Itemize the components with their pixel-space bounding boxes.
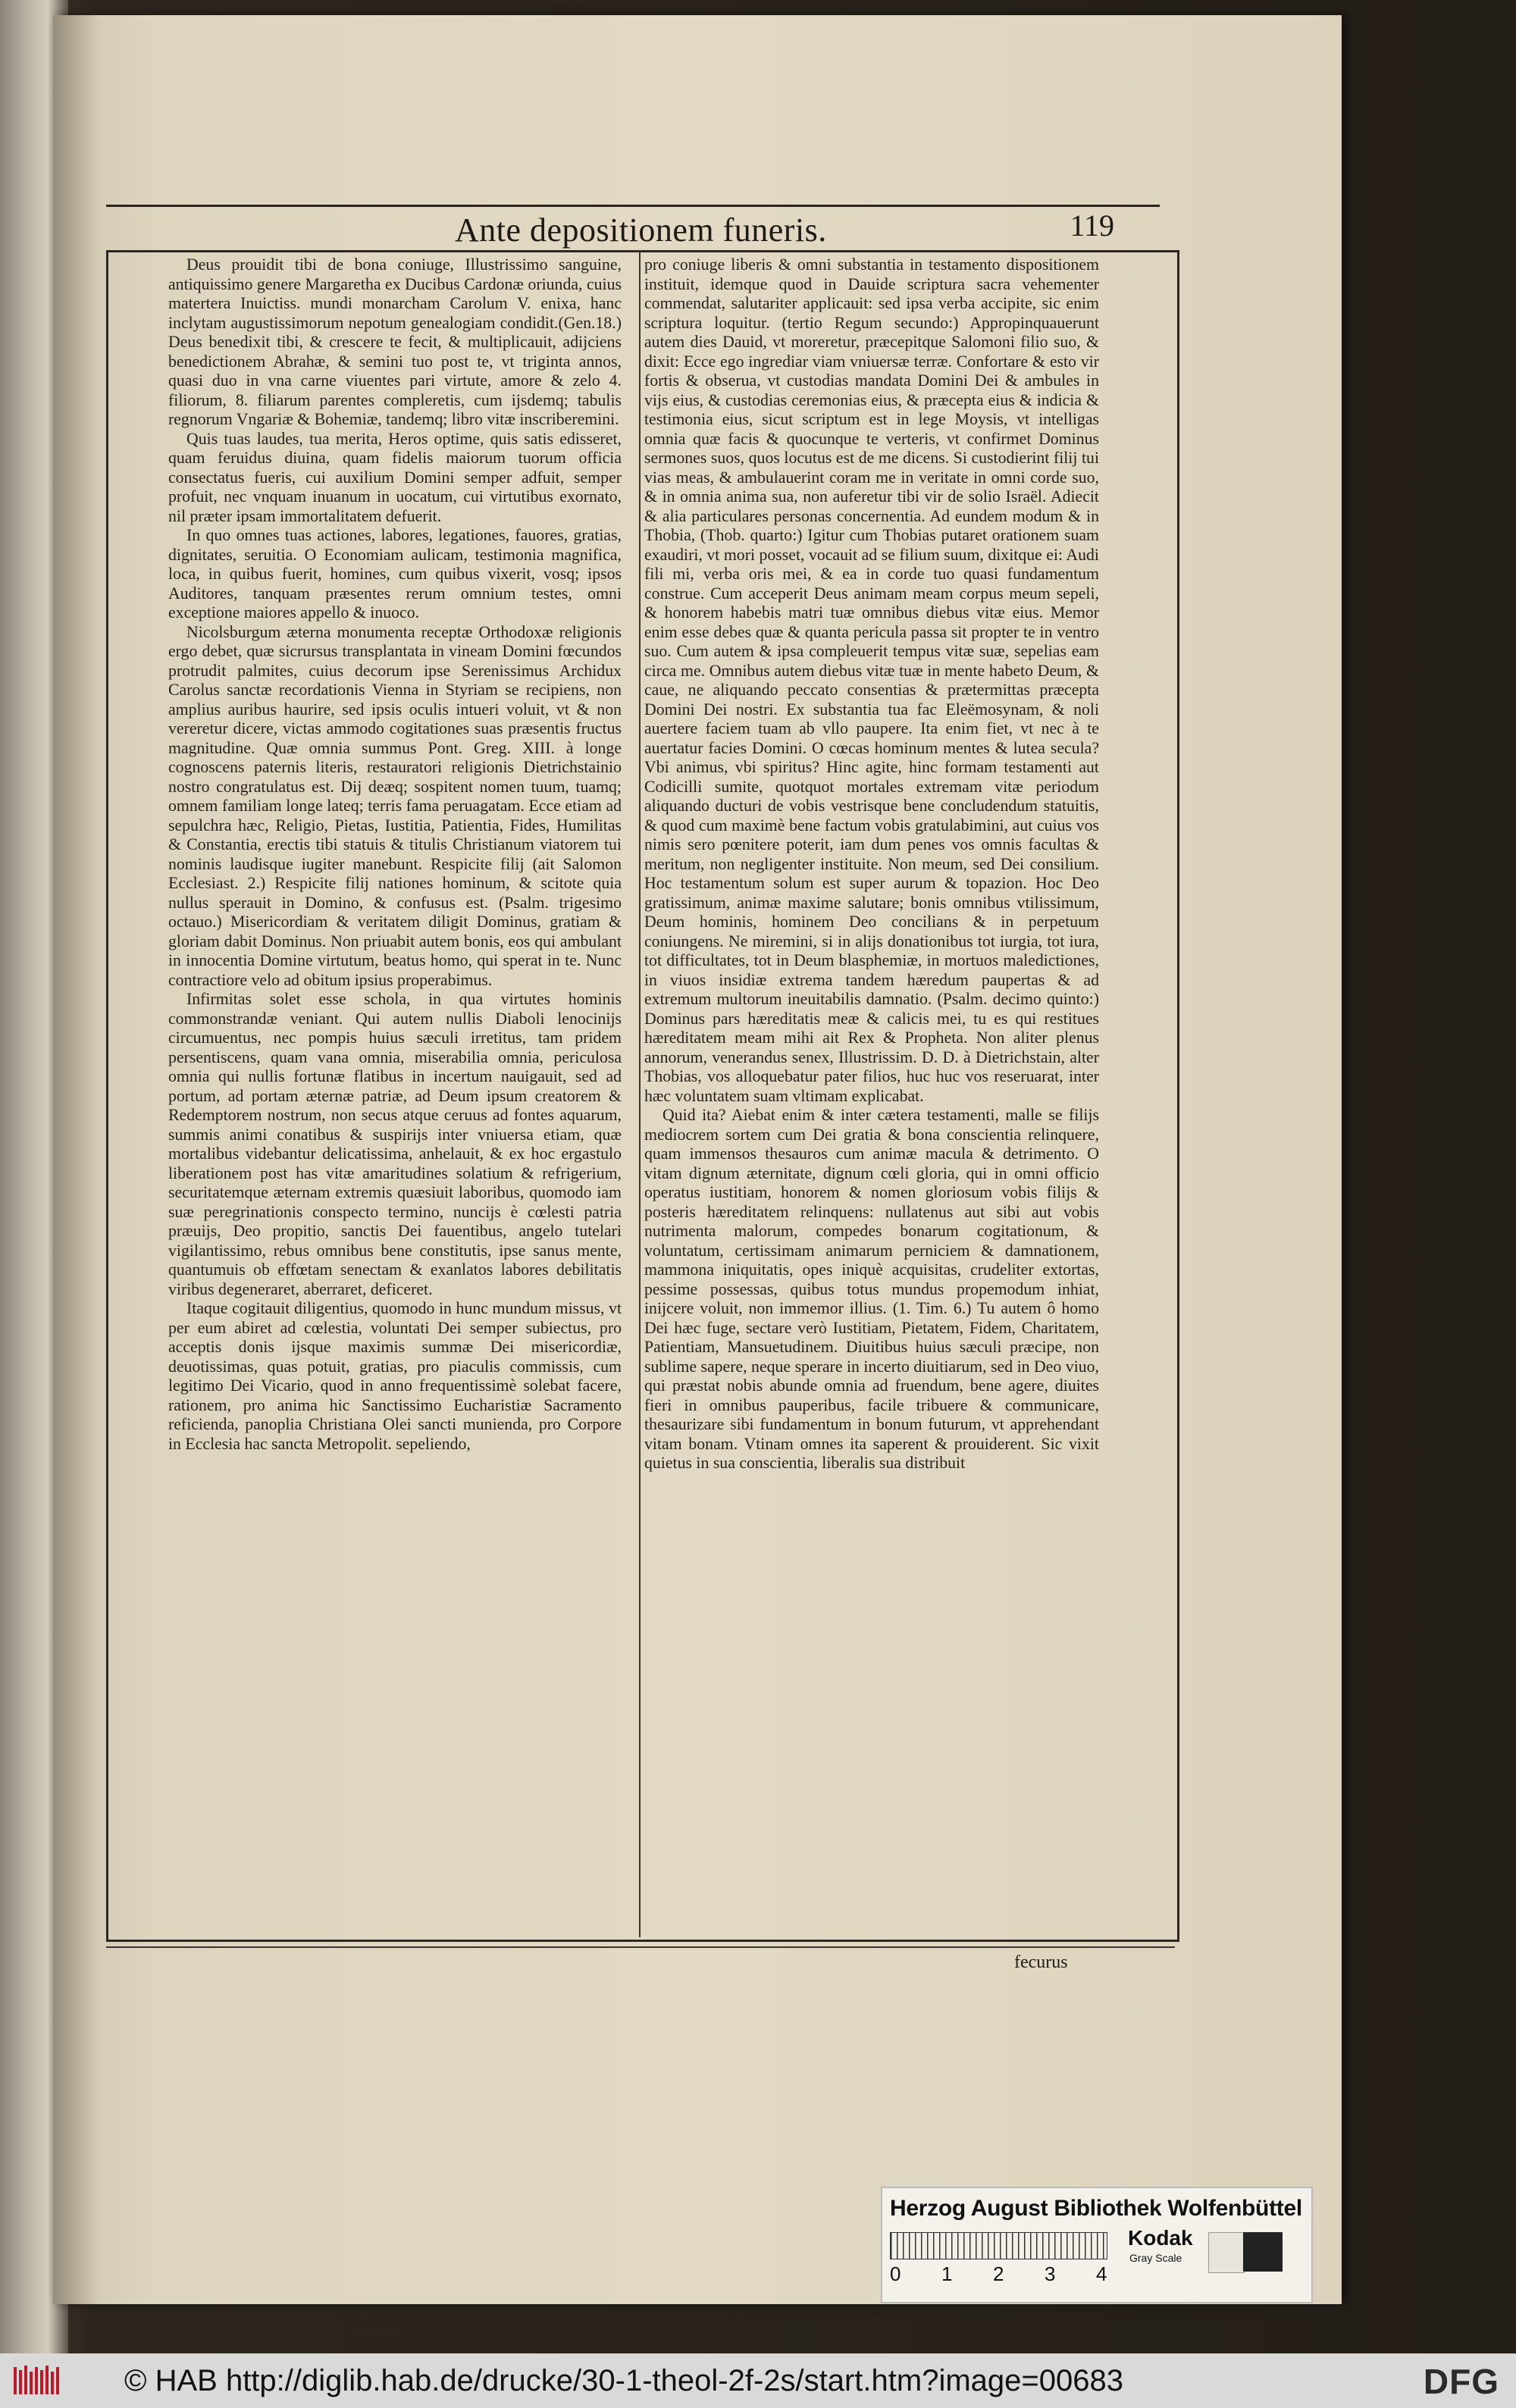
dfg-logo: DFG [1423, 2362, 1499, 2401]
paragraph: Deus prouidit tibi de bona coniuge, Illustrissimo sanguine, antiquissimo genere Margaretha ex Ducibus Cardonæ oriunda, cuius matertera Inuictiss. mundi monarcham Carolum V. enixa, hanc inclytam augustissimorum nepotum genealogiam condidit.(Gen.18.) Deus benedixit tibi, & crescere te fecit, & multiplicauit, adijciens benedictionem Abrahæ, & semini tuo post te, vt triginta annos, quasi duo in vna carne viuentes pari virtute, amore & zelo 4. filiorum, 8. filiarum parentes compleretis, cum ijsdemq; tabulis regnorum Vngariæ & Bohemiæ, tandemq; libro vitæ inscriberemini. [168, 255, 622, 428]
ruler-number: 4 [1096, 2262, 1107, 2285]
folio-number: 119 [1070, 208, 1114, 243]
catchword: fecurus [1014, 1952, 1068, 1972]
kodak-logo: Kodak [1128, 2226, 1193, 2250]
card-title: Herzog August Bibliothek Wolfenbüttel [890, 2196, 1302, 2221]
paragraph: Infirmitas solet esse schola, in qua virtutes hominis commonstrandæ veniant. Qui autem nullis Diaboli lenocinijs circumuentus, nec pompis huius sæculi irretitus, tam pridem persentiscens, quam vana omnia, miserabilia omnia, periculosa omnia qui nullis fortunæ flatibus in incertum nauigauit, sed ad portum, ad portam æternæ patriæ, ad Deum ipsum creatorem & Redemptorem nostrum, non secus atque ceruus ad fontes aquarum, summis animi conatibus & suspirijs inter vniuersa etiam, quæ mortalibus videbantur delicatissima, anhelauit, & ex hoc ergastulo liberationem post has vitæ amaritudines solatium & refrigerium, securitatemque æternam extremis quæsiuit laboribus, quomodo iam suæ peregrinationis conspecto termino, nuncijs è cœlesti patria præuijs, Deo propitio, sanctis Dei fauentibus, angelo tutelari vigilantissimo, rebus omnibus bene constitutis, ipse sanus mente, quantumuis ob effœtam senectam & exanlatos labores debilitatis viribus degeneraret, aberraret, deficeret. [168, 990, 622, 1298]
light-gray-patch [1208, 2232, 1245, 2273]
page-gutter-shadow [53, 15, 99, 2304]
ruler-number: 1 [941, 2262, 953, 2285]
paragraph: pro coniuge liberis & omni substantia in testamento dispositionem instituit, idemque quod in Dauide scriptura sacra vehementer commendat, salutariter applicauit: sed ipsa verba accipite, sic enim scriptura loquitur. (tertio Regum secundo:) Appropinquauerunt autem dies Dauid, vt moreretur, præcepitque Salomoni filio suo, & dixit: Ecce ego ingrediar viam vniuersæ terræ. Confortare & esto vir fortis & obserua, vt custodias mandata Domini Dei & ambules in vijs eius, & custodias ceremonias eius, & præcepta eius & indicia & testimonia eius, sicut scriptum est in lege Moysis, vt intelligas omnia quæ facis & quocunque te verteris, vt confirmet Dominus sermones suos, quos locutus est de me dicens. Si custodierint filij tui vias meas, & ambulauerint coram me in veritate in omni corde suo, & in omnia anima sua, non auferetur tibi vir de solio Israël. Adiecit & alia particulares personas concernentia. Ad eundem modum & in Thobia, (Thob. quarto:) Igitur cum Thobias putaret orationem suam exaudiri, vt mori posset, vocauit ad se filium suum, dixitque ei: Audi fili mi, verba oris mei, & ea in corde tuo quasi fundamentum construe. Cum acceperit Deus animam meam corpus meum sepeli, & honorem habebis matri tuæ omnibus diebus vitæ eius. Memor enim esse debes quæ & quanta pericula passa sit propter te in ventro suo. Cum autem & ipsa compleuerit tempus vitæ suæ, sepelias eam circa me. Omnibus autem diebus vitæ tuæ in mente habeto Deum, & caue, ne aliquando peccato consentias & prætermittas præcepta Domini Dei nostri. Ex substantia tua fac Eleëmosynam, & noli auertere faciem tuam ab vllo paupere. Ita enim fiet, vt nec à te auertatur facies Domini. O cœcas hominum mentes & lutea secula? Vbi animus, vbi spiritus? Hinc agite, hinc formam testamenti aut Codicilli sumite, quotquot mortales extremam vitæ periodum aliquando ducturi de vobis vestrisque bene concludendum statuitis, & quod cum maximè bene factum vobis gratulabimini, aut cuius vos nimis sero pœnitere poterit, iam dum penes vos omnis facultas & meritum, non negligenter instituite. Non meum, sed Dei consilium. Hoc testamentum solum est super aurum & topazion. Hoc Deo gratissimum, animæ maxime salutare; bonis omnibus vtilissimum, Deum hominis, hominem Deo concilians & in perpetuum coniungens. Ne miremini, si in alijs donationibus tot iurgia, tot iura, tot difficultates, tot in Deum blasphemiæ, in mortuos maledictiones, in viuos insidiæ extrema tandem hæredum paupertas & ad extremum multorum ineuitabilis damnatio. (Psalm. decimo quinto:) Dominus pars hæreditatis meæ & calicis mei, tu es qui restitues hæreditatem meam mihi ait Rex & Propheta. Non aliter plenus annorum, venerandus senex, Illustrissim. D. D. à Dietrichstain, alter Thobias, vos alloquebatur pater filios, huc huc vos reseruarat, inter hæc voluntatem suam vltimam explicabat. [644, 255, 1099, 1105]
running-head-title: Ante depositionem funeris. [455, 211, 827, 249]
footer-bar [0, 2353, 1516, 2408]
ruler-number: 3 [1045, 2262, 1056, 2285]
paragraph: Itaque cogitauit diligentius, quomodo in hunc mundum missus, vt per eum abiret ad cœlestia, voluntati Dei semper subiectus, pro acceptis donis ijsque maximis summæ Dei misericordiæ, deuotissimas, quas potuit, gratias, pro piaculis commissis, cum legitimo Dei Vicario, quod in anno frequentissimè solebat facere, rationem, pro anima hic Sanctissimo Eucharistiæ Sacramento reficienda, panoplia Christiana Olei sancti munienda, pro Corpore in Ecclesia hac sancta Metropolit. sepeliendo, [168, 1299, 622, 1453]
head-rule [106, 205, 1160, 207]
paragraph: In quo omnes tuas actiones, labores, legationes, fauores, gratias, dignitates, seruitia. O Economiam aulicam, testimonia magnifica, loca, in quibus fuerit, homines, cum quibus vixerit, vosq; ipsos Auditores, tanquam præsentes rerum omnium testes, omni exceptione maiores appello & inuoco. [168, 526, 622, 622]
gray-scale-label: Gray Scale [1129, 2252, 1182, 2264]
hab-logo-icon [11, 2363, 65, 2399]
color-calibration-card [881, 2187, 1313, 2303]
ruler-scale [890, 2232, 1107, 2259]
column-rule [639, 250, 641, 1937]
paragraph: Quid ita? Aiebat enim & inter cætera testamenti, malle se filijs mediocrem sortem cum Dei gratia & bona conscientia relinquere, quam immensos thesauros cum animæ macula & detrimento. O vitam dignum æternitate, dignum cœli gloria, qui in omni officio operatus iustitiam, honorem & nomen gloriosum vobis filijs & posteris hæreditatem relinquens: nullatenus aut sibi aut vobis nutrimenta malorum, compedes bonarum cogitationum, & voluntatum, certissimam animarum perniciem & damnationem, mammona iniquitatis, opes iniquè acquisitas, crudeliter extortas, pessime possessas, quibus totus mundus propemodum inhiat, inijcere voluit, non immemor illius. (1. Tim. 6.) Tu autem ô homo Dei hæc fuge, sectare verò Iustitiam, Pietatem, Fidem, Charitatem, Patientiam, Mansuetudinem. Diuitibus huius sæculi præcipe, non sublime sapere, neque sperare in incerto diuitiarum, sed in Deo viuo, qui præstat nobis abunde omnia ad fruendum, bene agere, diuites fieri in omnibus pauperibus, facile tribuere & communicare, thesaurizare sibi fundamentum in bonum futurum, vt apprehendant vitam bonam. Vtinam omnes ita saperent & prouiderent. Sic vixit quietus in sua conscientia, liberalis sua distribuit [644, 1106, 1099, 1472]
right-column [644, 255, 1099, 1473]
paragraph: Quis tuas laudes, tua merita, Heros optime, quis satis edisseret, quam feruidus diuina, quam fidelis maiorum tuorum officia consectatus fueris, cui auxilium Domini semper adfuit, semper profuit, nec vnquam inuanum in uocatum, cui virtutibus exornato, nil præter ipsam immortalitatem defuerit. [168, 429, 622, 525]
ruler-number: 0 [890, 2262, 901, 2285]
paragraph: Nicolsburgum æterna monumenta receptæ Orthodoxæ religionis ergo debet, quæ sicrursus transplantata in vineam Domini fœcundos protrudit palmites, cuius decorum ipse Serenissimus Archidux Carolus sanctæ recordationis Vienna in Styriam se recipiens, non amplius auribus haurire, sed ipsis oculis intueri voluit, vt & non vereretur dicere, victas ammodo cogitationes suas præsentis fructus magnitudine. Quæ omnia summus Pont. Greg. XIII. à longe cognoscens paternis literis, restauratori religionis Dietrichstainio nostro congratulatus est. Dij deæq; sospitent nomen tuum, tuamq; omnem familiam longe lateq; terris fama peruagatam. Ecce etiam ad sepulchra hæc, Religio, Pietas, Iustitia, Patientia, Fides, Humilitas & Constantia, erectis tibi statuis & titulis Christianum viatorem tui nominis laudisque iugiter manebunt. Respicite filij (ait Salomon Ecclesiast. 2.) Respicite filij nationes hominum, & scitote quia nullus sperauit in Domino, & confusus est. (Psalm. trigesimo octauo.) Misericordiam & veritatem diligit Dominus, gratiam & gloriam dabit Dominus. Non priuabit autem bonis, eos qui ambulant in innocentia Domine virtutum, beatus homo, qui sperat in te. Nunc contractiore velo ad obitum ipsius properabimus. [168, 622, 622, 989]
copyright-url[interactable]: © HAB http://diglib.hab.de/drucke/30-1-theol-2f-2s/start.htm?image=00683 [124, 2364, 1123, 2397]
footer-rule [106, 1946, 1175, 1948]
running-head [106, 205, 1160, 250]
left-column [168, 255, 622, 1454]
ruler-number: 2 [993, 2262, 1004, 2285]
dark-patch [1243, 2232, 1283, 2272]
